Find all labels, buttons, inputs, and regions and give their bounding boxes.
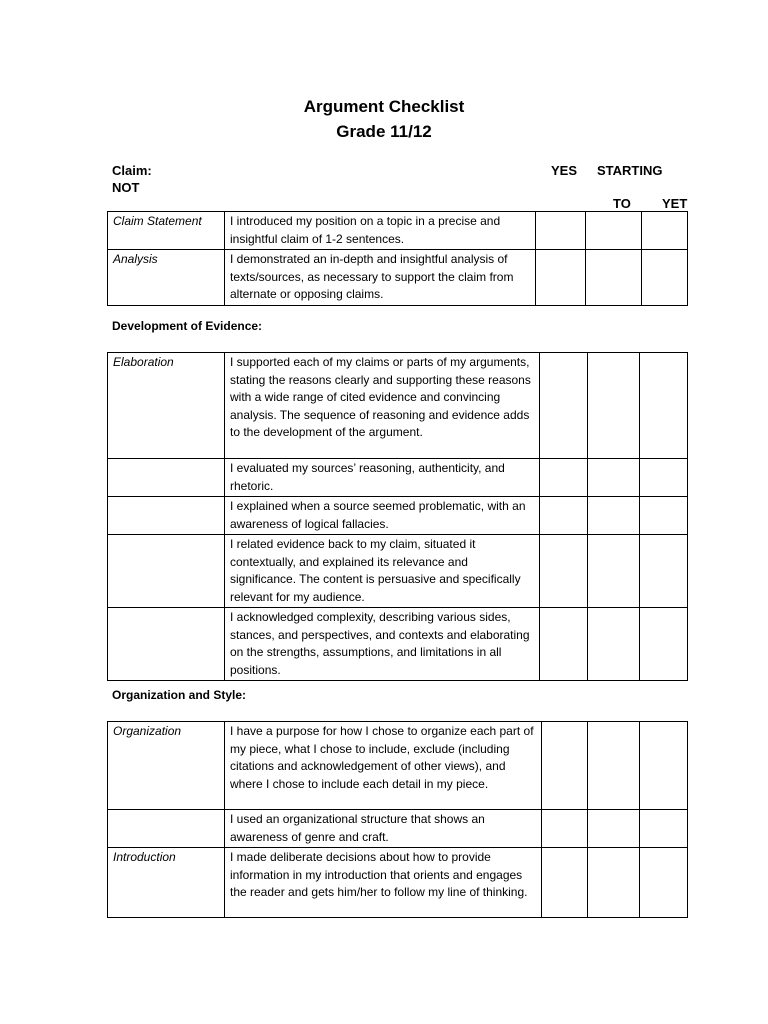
to-label: TO — [613, 196, 631, 211]
not-yet-checkbox[interactable] — [640, 722, 688, 810]
row-text: I made deliberate decisions about how to provide information in my introduction that orients and engages the reader and gets him/her to follow my line of thinking. — [225, 848, 542, 918]
yes-checkbox[interactable] — [542, 810, 588, 848]
row-label: Elaboration — [108, 353, 225, 459]
row-label — [108, 608, 225, 681]
table-row — [108, 459, 688, 497]
organization-heading: Organization and Style: — [112, 688, 247, 702]
starting-to-checkbox[interactable] — [586, 250, 642, 306]
row-label — [108, 535, 225, 608]
table-row — [108, 212, 688, 250]
starting-to-checkbox[interactable] — [586, 212, 642, 250]
table-row — [108, 497, 688, 535]
starting-to-checkbox[interactable] — [588, 810, 640, 848]
row-label — [108, 497, 225, 535]
yet-label: YET — [662, 196, 688, 211]
row-label: Claim Statement — [108, 212, 225, 250]
row-label — [108, 459, 225, 497]
starting-to-checkbox[interactable] — [588, 497, 640, 535]
not-yet-checkbox[interactable] — [640, 459, 688, 497]
table-row — [108, 250, 688, 306]
not-yet-checkbox[interactable] — [640, 848, 688, 918]
starting-to-checkbox[interactable] — [588, 848, 640, 918]
starting-label: STARTING — [597, 163, 663, 178]
starting-to-checkbox[interactable] — [588, 459, 640, 497]
not-yet-checkbox[interactable] — [640, 497, 688, 535]
row-label: Analysis — [108, 250, 225, 306]
row-text: I introduced my position on a topic in a precise and insightful claim of 1-2 sentences. — [225, 212, 536, 250]
yes-checkbox[interactable] — [540, 497, 588, 535]
yes-checkbox[interactable] — [540, 535, 588, 608]
row-text: I supported each of my claims or parts of my arguments, stating the reasons clearly and supporting these reasons with a wide range of cited evidence and convincing analysis. The sequence of reasoning and evidence adds to the development of the argument. — [225, 353, 540, 459]
row-text: I explained when a source seemed problematic, with an awareness of logical fallacies. — [225, 497, 540, 535]
row-text: I acknowledged complexity, describing various sides, stances, and perspectives, and contexts and elaborating on the strengths, assumptions, and limitations in all positions. — [225, 608, 540, 681]
not-yet-checkbox[interactable] — [640, 535, 688, 608]
not-label: NOT — [112, 180, 140, 195]
not-yet-checkbox[interactable] — [640, 608, 688, 681]
table-row — [108, 353, 688, 459]
starting-to-checkbox[interactable] — [588, 722, 640, 810]
row-label: Introduction — [108, 848, 225, 918]
yes-label: YES — [551, 163, 578, 178]
table-row — [108, 722, 688, 810]
not-yet-checkbox[interactable] — [642, 250, 688, 306]
not-yet-checkbox[interactable] — [642, 212, 688, 250]
document-subtitle: Grade 11/12 — [336, 122, 432, 141]
table-row — [108, 608, 688, 681]
yes-checkbox[interactable] — [542, 848, 588, 918]
evidence-heading: Development of Evidence: — [112, 319, 263, 333]
row-text: I evaluated my sources’ reasoning, authenticity, and rhetoric. — [225, 459, 540, 497]
row-text: I have a purpose for how I chose to organize each part of my piece, what I chose to include, exclude (including citations and acknowledgement of other views), and where I chose to include each detail in my piece. — [225, 722, 542, 810]
organization-table — [107, 721, 688, 918]
starting-to-checkbox[interactable] — [588, 353, 640, 459]
yes-checkbox[interactable] — [540, 608, 588, 681]
evidence-table — [107, 352, 688, 681]
yes-checkbox[interactable] — [536, 212, 586, 250]
starting-to-checkbox[interactable] — [588, 535, 640, 608]
table-row — [108, 848, 688, 918]
claim-table — [107, 211, 688, 306]
row-text: I demonstrated an in-depth and insightful analysis of texts/sources, as necessary to support the claim from alternate or opposing claims. — [225, 250, 536, 306]
row-label: Organization — [108, 722, 225, 810]
document-title: Argument Checklist — [303, 97, 465, 116]
yes-checkbox[interactable] — [540, 353, 588, 459]
row-label — [108, 810, 225, 848]
starting-to-checkbox[interactable] — [588, 608, 640, 681]
yes-checkbox[interactable] — [536, 250, 586, 306]
claim-label: Claim: — [112, 163, 152, 178]
not-yet-checkbox[interactable] — [640, 810, 688, 848]
row-text: I related evidence back to my claim, situated it contextually, and explained its relevance and significance. The content is persuasive and specifically relevant for my audience. — [225, 535, 540, 608]
table-row — [108, 535, 688, 608]
row-text: I used an organizational structure that shows an awareness of genre and craft. — [225, 810, 542, 848]
table-row — [108, 810, 688, 848]
not-yet-checkbox[interactable] — [640, 353, 688, 459]
yes-checkbox[interactable] — [542, 722, 588, 810]
yes-checkbox[interactable] — [540, 459, 588, 497]
